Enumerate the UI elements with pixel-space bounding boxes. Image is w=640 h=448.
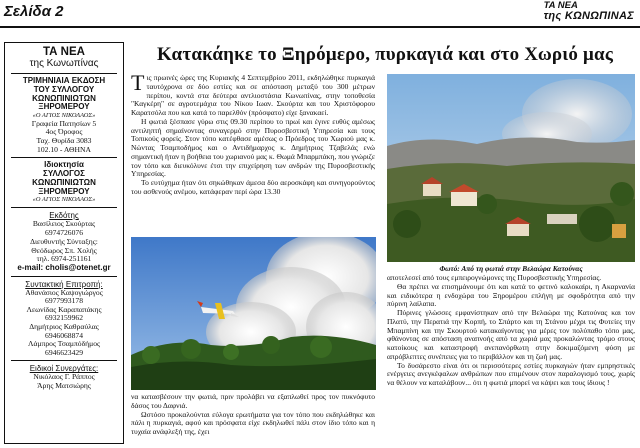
- newspaper-title-line2: της ΚΩΝΩΠΙΝΑΣ: [543, 10, 634, 22]
- editor-block: [5, 247, 123, 264]
- article-paragraph: Ωστόσο προκαλούνται εύλογα ερωτήματα για τον τόπο που εκδηλώθηκε και πάλι η πυρκαγιά, αφού και πρόσφατα είχε εκδηλωθεί πάλι στον ίδιο τόπο και η τυχαία ανάφλεξή της, έχει: [131, 409, 375, 436]
- contributors-block: [5, 373, 123, 390]
- article-paragraph: Το ευτύχημα ήταν ότι σηκώθηκαν άμεσα δύο αεροσκάφη και συνηγορούντος του ασθενούς ανέμου, κατάφεραν περί ώρα 13.30: [131, 178, 375, 196]
- owner-line: ΚΩΝΩΠΙΝΙΩΤΩΝ: [32, 177, 96, 187]
- committee-member: Αθανάσιος Καψογιώργος: [25, 287, 103, 297]
- divider: [11, 360, 117, 361]
- divider: [11, 276, 117, 277]
- article-headline: Κατακάηκε το Ξηρόμερο, πυρκαγιά και στο Χωριό μας: [156, 44, 614, 65]
- owner-line: ΞΗΡΟΜΕΡΟΥ: [38, 186, 90, 196]
- publication-block: [5, 77, 123, 112]
- committee-phone: 6977993178: [45, 296, 83, 306]
- owner-note: «Ο ΑΓΙΟΣ ΝΙΚΟΛΑΟΣ»: [32, 196, 96, 204]
- owner-line: ΣΥΛΛΟΓΟΣ: [43, 168, 85, 178]
- drop-cap: Τ: [131, 74, 145, 95]
- newspaper-title-line1: ΤΑ ΝΕΑ: [543, 0, 578, 11]
- newspaper-title: [544, 1, 634, 21]
- committee-block: [5, 289, 123, 358]
- office-block: [5, 120, 123, 154]
- editor-email: e-mail: cholis@otenet.gr: [17, 262, 111, 272]
- article-paragraph: Τις πρωινές ώρες της Κυριακής 4 Σεπτεμβρίου 2011, εκδηλώθηκε πυρκαγιά ταυτόχρονα σε δύο εστίες και σε απόσταση μεταξύ του 300 μέτρων περίπου, κοντά στα δεύτερα αντλιοστάσια Κωνωπίνας, στην τοποθεσία "Καγκέρη" σε αγροτεμάχια του Νίκου Ιωαν. Σκούρτα και του Χριστόφορου Καρατσόλα που και κατά το παρελθόν (πρόσφατο) είχε ξανακαεί.: [131, 74, 375, 117]
- photo-caption: Φωτό: Από τη φωτιά στην Βελαώρα Κατούνας: [439, 264, 583, 273]
- article-paragraph: Το δυσάρεστο είναι ότι οι περισσότερες εστίες πυρκαγιών ήταν εμπρηστικές ενέργειες ανεγκέφαλων ανθρώπων που επιμένουν στον παραλογισμό τους, χωρίς να θέλουν να καταλάβουν... ότι η φωτιά μπορεί να κάψει και τους ίδιους !: [387, 360, 635, 387]
- committee-label: Συντακτική Επιτροπή:: [25, 279, 103, 289]
- page-number-label: Σελίδα 2: [4, 3, 64, 20]
- contributors-label: Ειδικοί Συνεργάτες:: [29, 364, 99, 374]
- committee-phone: 6946623429: [45, 347, 83, 357]
- article-column-1-bottom: [131, 393, 375, 446]
- publisher-block: [5, 220, 123, 237]
- owner-block: [5, 170, 123, 196]
- publisher-phone: 6974726076: [45, 227, 83, 237]
- committee-phone: 6932159962: [45, 313, 83, 323]
- publication-line: ΤΡΙΜΗΝΙΑΙΑ ΕΚΔΟΣΗ: [22, 76, 106, 85]
- contributor-name: Νικόλαος Γ. Ράππος: [33, 372, 95, 382]
- committee-member: Δημήτριος Καθραύλας: [29, 322, 99, 332]
- publication-line: ΞΗΡΟΜΕΡΟΥ: [38, 102, 90, 112]
- village-fire-photo: [387, 74, 635, 262]
- publication-line: ΚΩΝΩΠΙΝΙΩΤΩΝ: [32, 93, 96, 103]
- article-column-1-top: [131, 74, 375, 234]
- divider: [11, 157, 117, 158]
- publisher-name: Βασίλειος Σκούρτας: [32, 218, 96, 228]
- article-paragraph: Η φωτιά ξέσπασε γύρω στις 09.30 περίπου το πρωί και έγινε ευθύς αμέσως αντιληπτή σημαίνοντας συναγερμό στην Πυροσβεστική Υπηρεσία και τους Τοπικούς φορείς. Στον τόπο κατέφθασε αμέσως ο Πρόεδρος του Χωριού μας κ. Νώντας Τσαμποδήμος και ο Αντιδήμαρχος κ. Δημήτριος Τζαβελάς ενώ σημαντική ήταν η βοήθεια του χωριανού μας κ. Θωμά Μπαρμπάκη, που γνώριζε τον τόπο και διευκόλυνε έτσι την επιχείρηση των ανδρών της Πυροσβεστικής Υπηρεσίας.: [131, 116, 375, 179]
- office-line: Ταχ. Θυρίδα 3083: [36, 135, 92, 145]
- article-column-2: [387, 274, 635, 446]
- owner-label: Ιδιοκτησία: [44, 160, 84, 170]
- village-smoke-image: [387, 74, 635, 262]
- contributor-name: Άρης Ματσιώρης: [37, 381, 91, 391]
- fire-aircraft-image: [131, 237, 376, 390]
- editor-phone: τηλ. 6974-251161: [36, 254, 92, 264]
- office-line: 102.10 - ΑΘΗΝΑ: [37, 144, 91, 154]
- page-header: [0, 0, 640, 28]
- sidebar-subtitle: της Κωνωπίνας: [29, 58, 99, 69]
- publication-line: ΤΟΥ ΣΥΛΛΟΓΟΥ: [33, 84, 95, 94]
- divider: [11, 73, 117, 74]
- fire-aircraft-photo: [131, 237, 376, 390]
- committee-member: Λεωνίδας Καραπαπάκης: [26, 304, 102, 314]
- publication-note: «Ο ΑΓΙΟΣ ΝΙΚΟΛΑΟΣ»: [32, 112, 96, 120]
- committee-member: Λάμπρος Τσαμπόδήμος: [27, 339, 101, 349]
- article-paragraph: Θα πρέπει να επισημάνουμε ότι και κατά το φετινό καλοκαίρι, η Ακαρνανία και ειδικότερα η ενδοχώρα του Ξηρομέρου επλήγη με σφοδρότητα από την πύρινη λαίλαπα.: [387, 281, 635, 309]
- article-paragraph: Πύρινες γλώσσες εμφανίστηκαν από την Βελαώρα της Κατούνας και τον Πλατύ, την Περατιά την Κορπή, το Σπάρτο και τη Στάνου μέχρι τις Φυτείες την Μπαμπίνη και την Σκουρτού κατακαίγοντας για μέρες τον πολύπαθο τόπο μας, φθάνοντας σε απόσταση αναπνοής από τα χωριά μας προκαλώντας τρόμο στους κατοίκους και καταστροφή ανεπανόρθωτη στην δοκιμαζόμενη φύση με απρόβλεπτες συνέπειες για το περιβάλλον και τη ζωή μας.: [387, 308, 635, 361]
- divider: [11, 207, 117, 208]
- editor-label: Διευθυντής Σύνταξης:: [30, 237, 98, 247]
- office-line: Γραφεία Πατησίων 5: [31, 118, 97, 128]
- editor-name: Θεόδωρος Σπ. Χολής: [31, 245, 97, 255]
- office-line: 4ος Όροφος: [45, 127, 83, 137]
- article-paragraph: να κατασβέσουν την φωτιά, πριν προλάβει να εξαπλωθεί προς τον πυκνόφυτο δάσος του Δαφνιά.: [131, 393, 375, 410]
- sidebar-title: ΤΑ ΝΕΑ: [43, 46, 85, 58]
- article-paragraph: αποτελεσεί από τους εμπειρογνώμονες της Πυροσβεστικής Υπηρεσίας.: [387, 274, 602, 282]
- publisher-label: Εκδότης: [49, 210, 79, 220]
- masthead-sidebar: [4, 42, 124, 444]
- committee-phone: 6946068874: [45, 330, 83, 340]
